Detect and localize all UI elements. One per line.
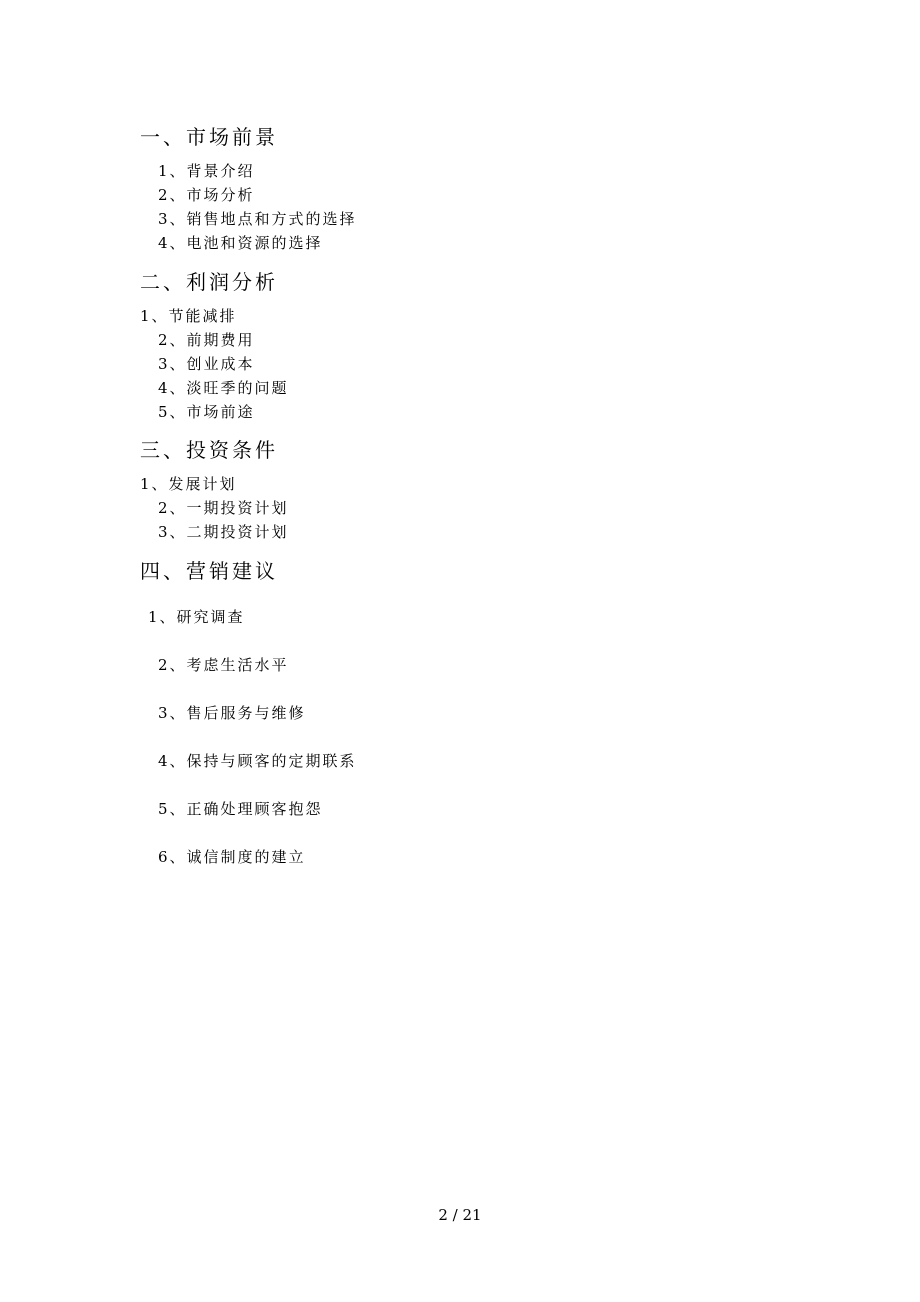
list-item: 3、创业成本 <box>158 355 255 373</box>
list-item: 4、电池和资源的选择 <box>158 234 323 252</box>
list-item: 4、淡旺季的问题 <box>158 379 289 397</box>
list-item: 3、售后服务与维修 <box>158 704 306 722</box>
list-item: 2、一期投资计划 <box>158 499 289 517</box>
list-item: 1、研究调查 <box>148 608 245 626</box>
list-item: 2、前期费用 <box>158 331 255 349</box>
page-number: 2 / 21 <box>438 1206 482 1224</box>
list-item: 2、考虑生活水平 <box>158 656 289 674</box>
list-item: 3、二期投资计划 <box>158 523 289 541</box>
list-item: 4、保持与顾客的定期联系 <box>158 752 357 770</box>
list-item: 2、市场分析 <box>158 186 255 204</box>
section-heading: 一、市场前景 <box>140 125 278 149</box>
section-heading: 三、投资条件 <box>140 438 278 462</box>
list-item: 5、正确处理顾客抱怨 <box>158 800 323 818</box>
section-heading: 二、利润分析 <box>140 270 278 294</box>
list-item: 5、市场前途 <box>158 403 255 421</box>
section-heading: 四、营销建议 <box>140 559 278 583</box>
list-item: 6、诚信制度的建立 <box>158 848 306 866</box>
list-item: 1、发展计划 <box>140 475 237 493</box>
list-item: 1、背景介绍 <box>158 162 255 180</box>
list-item: 1、节能减排 <box>140 307 237 325</box>
list-item: 3、销售地点和方式的选择 <box>158 210 357 228</box>
